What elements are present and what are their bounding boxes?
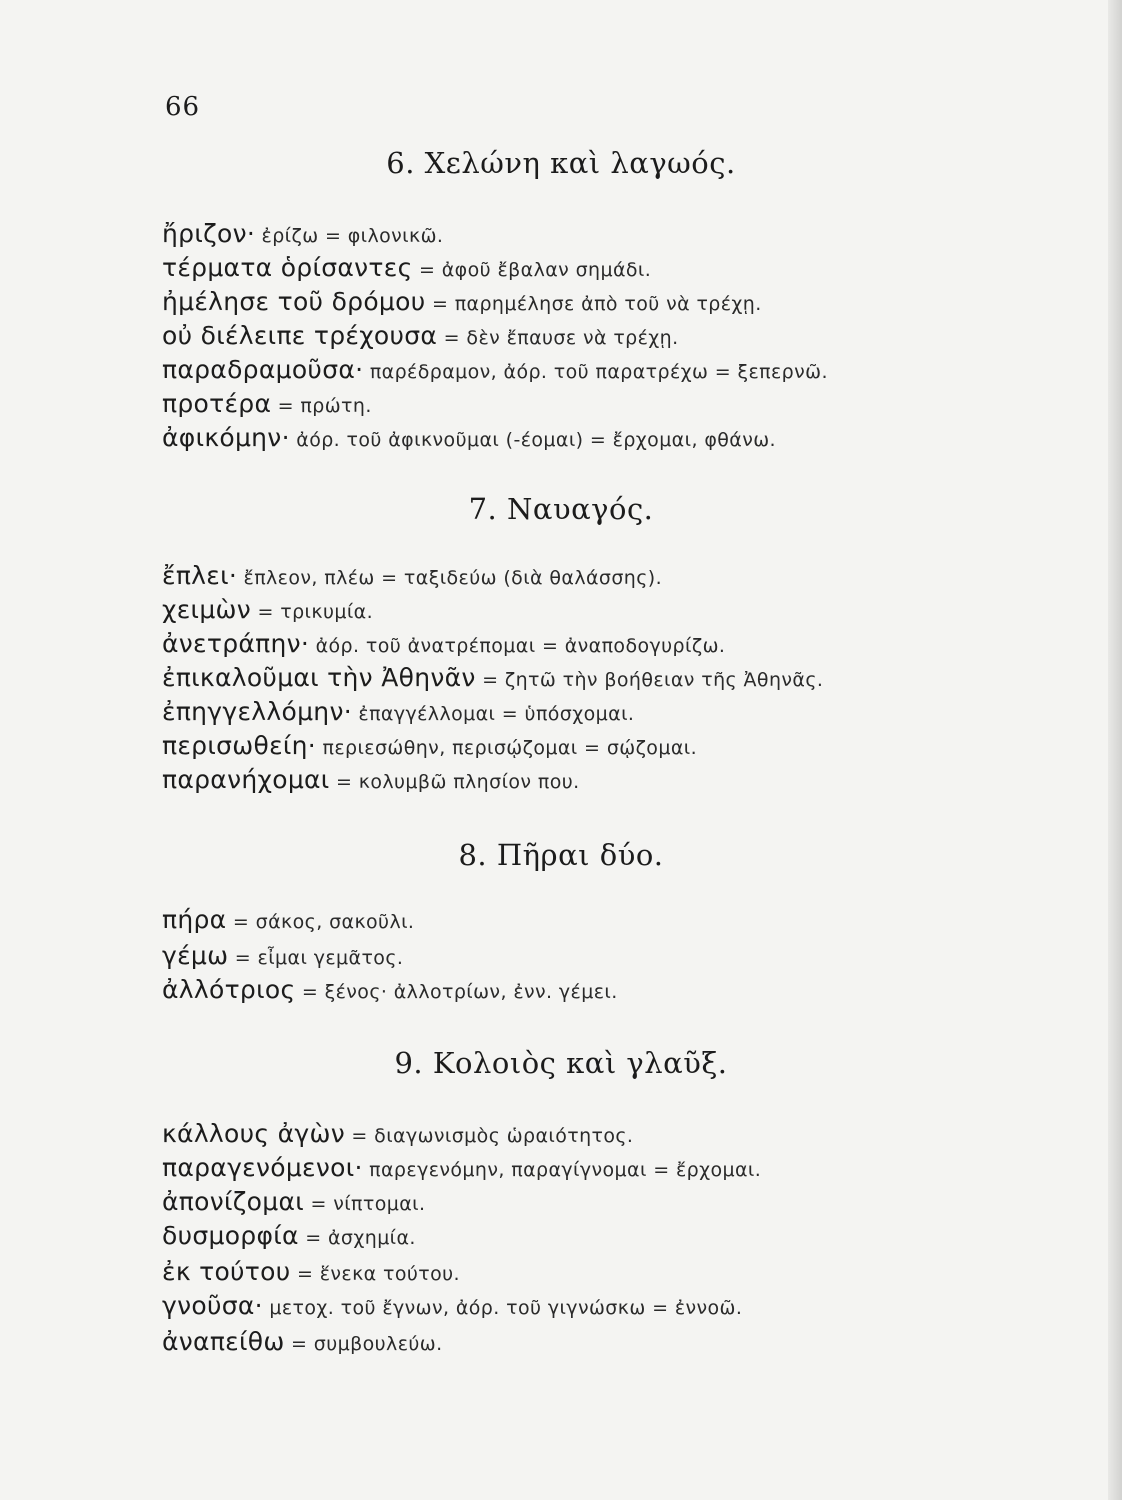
entry-gloss: = ξένος· ἀλλοτρίων, ἐνν. γέμει. [295,981,618,1003]
entry-gloss: μετοχ. τοῦ ἔγνων, ἀόρ. τοῦ γιγνώσκω = ἐννοῶ. [262,1297,743,1319]
entry-gloss: ἐρίζω = φιλονικῶ. [255,225,444,247]
entry-gloss: ἐπαγγέλλομαι = ὑπόσχομαι. [351,703,635,725]
entry-gloss: = νίπτομαι. [304,1193,426,1215]
entry-gloss: = συμβουλεύω. [284,1333,443,1355]
glossary-entry [162,218,443,252]
entry-gloss: = ἀσχημία. [298,1227,416,1249]
glossary-entry [162,594,373,628]
glossary-entry [162,1152,761,1186]
glossary-entry [162,354,828,388]
glossary-entry [162,904,414,938]
entry-gloss: περιεσώθην, περισῴζομαι = σῴζομαι. [316,737,698,759]
entry-term: ἐκ τούτου [162,1257,291,1286]
entry-gloss: παρεγενόμην, παραγίγνομαι = ἔρχομαι. [362,1159,762,1181]
entry-gloss: = ἕνεκα τούτου. [290,1263,460,1285]
entry-gloss: = ζητῶ τὴν βοήθειαν τῆς Ἀθηνᾶς. [475,669,824,691]
glossary-entry [162,730,697,764]
glossary-entry [162,1220,416,1254]
entry-term: προτέρα [162,389,272,418]
entry-term: ἠμέλησε τοῦ δρόμου [162,287,426,316]
entry-term: περισωθείη· [162,731,317,760]
entry-term: πήρα [162,905,227,934]
entry-term: δυσμορφία [162,1221,299,1250]
entry-term: τέρματα ὁρίσαντες [162,253,413,282]
entry-term: ἐπηγγελλόμην· [162,697,352,726]
entry-gloss: = παρημέλησε ἀπὸ τοῦ νὰ τρέχῃ. [425,293,762,315]
page-number: 66 [165,92,201,122]
glossary-entry [162,1290,742,1324]
entry-term: ἀνετράπην· [162,629,310,658]
entry-term: ἔπλει· [162,561,238,590]
entry-gloss: = πρώτη. [271,395,372,417]
entry-term: παραγενόμενοι· [162,1153,363,1182]
glossary-entry [162,662,823,696]
glossary-entry [162,974,618,1008]
glossary-entry [162,628,725,662]
entry-gloss: = εἶμαι γεμᾶτος. [228,947,404,969]
page-edge-shadow [1108,0,1122,1500]
entry-term: παραδραμοῦσα· [162,355,364,384]
glossary-entry [162,1256,460,1290]
entry-gloss: ἔπλεον, πλέω = ταξιδεύω (διὰ θαλάσσης). [237,567,663,589]
glossary-entry [162,560,662,594]
glossary-entry [162,696,634,730]
entry-term: οὐ διέλειπε τρέχουσα [162,321,438,350]
entry-gloss: = διαγωνισμὸς ὡραιότητος. [344,1125,634,1147]
entry-term: παρανήχομαι [162,765,330,794]
section-title-8: 8. Πῆραι δύο. [458,838,664,872]
glossary-entry [162,1118,633,1152]
entry-term: ἀπονίζομαι [162,1187,304,1216]
entry-term: κάλλους ἀγὼν [162,1119,345,1148]
section-title-7: 7. Ναυαγός. [468,492,654,526]
entry-term: ἀλλότριος [162,975,296,1004]
entry-term: γέμω [162,941,229,970]
entry-gloss: = τρικυμία. [251,601,374,623]
entry-gloss: = σάκος, σακοῦλι. [226,911,415,933]
glossary-entry [162,252,651,286]
glossary-entry [162,940,403,974]
glossary-entry [162,764,580,798]
section-title-9: 9. Κολοιὸς καὶ γλαῦξ. [394,1046,728,1080]
entry-gloss: = κολυμβῶ πλησίον που. [329,771,580,793]
entry-term: ἀφικόμην· [162,423,290,452]
entry-term: ἤριζον· [162,219,256,248]
glossary-entry [162,320,679,354]
entry-term: χειμὼν [162,595,252,624]
entry-gloss: = δὲν ἔπαυσε νὰ τρέχῃ. [437,327,679,349]
entry-term: γνοῦσα· [162,1291,263,1320]
glossary-entry [162,388,372,422]
entry-gloss: ἀόρ. τοῦ ἀνατρέπομαι = ἀναποδογυρίζω. [309,635,726,657]
entry-gloss: ἀόρ. τοῦ ἀφικνοῦμαι (-έομαι) = ἔρχομαι, φθάνω. [289,429,776,451]
entry-gloss: = ἀφοῦ ἔβαλαν σημάδι. [412,259,652,281]
glossary-entry [162,1326,443,1360]
entry-gloss: παρέδραμον, ἀόρ. τοῦ παρατρέχω = ξεπερνῶ. [363,361,828,383]
glossary-entry [162,422,776,456]
entry-term: ἐπικαλοῦμαι τὴν Ἀθηνᾶν [162,663,476,692]
glossary-entry [162,1186,425,1220]
section-title-6: 6. Χελώνη καὶ λαγωός. [386,146,736,180]
glossary-entry [162,286,762,320]
entry-term: ἀναπείθω [162,1327,285,1356]
